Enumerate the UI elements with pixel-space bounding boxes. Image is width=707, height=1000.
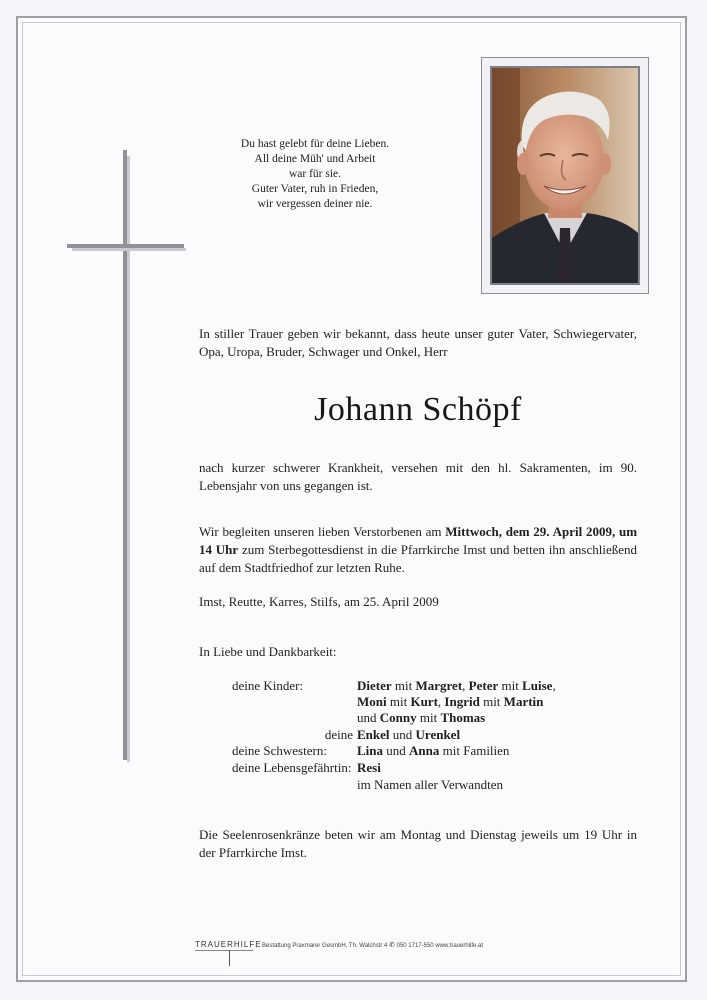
relatives-children [199,709,639,726]
website-link[interactable]: www.trauerhilfe.at [435,943,484,949]
funeral-text: zum Sterbegottesdienst in die Pfarrkirche Imst und betten ihn anschließend auf dem Stadtfriedhof zur letzten Ruhe. [199,542,637,575]
footer-info [262,941,483,949]
phone-icon: ✆ [389,942,395,949]
death-notice: nach kurzer schwerer Krankheit, versehen mit den hl. Sakramenten, im 90. Lebensjahr von uns gegangen ist. [199,460,637,493]
poem-line: wir vergessen deiner nie. [257,198,373,210]
portrait-photo [490,66,640,285]
relation-value: Dieter mit Margret, Peter mit Luise, [357,678,556,693]
funeral-time: um 14 Uhr [199,524,638,557]
rosary-notice: Die Seelenrosenkränze beten wir am Montag und Dienstag jeweils um 19 Uhr in der Pfarrkirche Imst. [199,827,637,860]
poem-line: Du hast gelebt für deine Lieben. [240,138,390,150]
funeral-text: Wir begleiten unseren lieben Verstorbenen am [199,524,446,539]
relation-label: deine [324,727,353,742]
poem-line: All deine Müh' und Arbeit [254,153,376,165]
relation-value: und Conny mit Thomas [357,710,486,725]
relation-value: Resi [357,760,381,775]
relation-value: Moni mit Kurt, Ingrid mit Martin [357,694,544,709]
relatives-grandchildren [199,726,639,743]
relatives-partner [199,759,639,776]
memorial-poem [215,137,415,212]
intro-text: In stiller Trauer geben wir bekannt, dass heute unser guter Vater, Schwiegervater, Opa, Uropa, Bruder, Schwager und Onkel, Herr [199,326,637,359]
poem-line: war für sie. [288,168,342,180]
logo-divider [229,950,230,966]
phone-number: 050 1717-550 [396,943,434,949]
relatives-children [199,693,639,710]
relation-label: deine Kinder: [232,678,304,693]
gratitude-heading: In Liebe und Dankbarkeit: [199,644,337,659]
relation-label: deine Lebensgefährtin: [232,760,352,775]
relation-value: Lina und Anna mit Familien [357,743,510,758]
company-info: Bestattung Praxmarer GesmbH, Th. Walchstr 4 [262,943,388,949]
trauerhilfe-logo: TRAUERHILFE [195,940,262,949]
deceased-name: Johann Schöpf [314,391,522,428]
relatives-children [199,677,639,694]
relation-value: Enkel und Urenkel [357,727,461,742]
logo-underline [195,950,253,951]
relation-value: im Namen aller Verwandten [357,777,503,792]
poem-line: Guter Vater, ruh in Frieden, [251,183,379,195]
footer [195,937,535,965]
relatives-others [199,776,639,793]
place-date: Imst, Reutte, Karres, Stilfs, am 25. April 2009 [199,594,439,609]
portrait-frame [481,57,649,294]
funeral-details [199,523,637,577]
funeral-date: Mittwoch, dem 29. April 2009, [445,524,616,539]
relation-label: deine Schwestern: [232,743,327,758]
relatives-sisters [199,742,639,759]
